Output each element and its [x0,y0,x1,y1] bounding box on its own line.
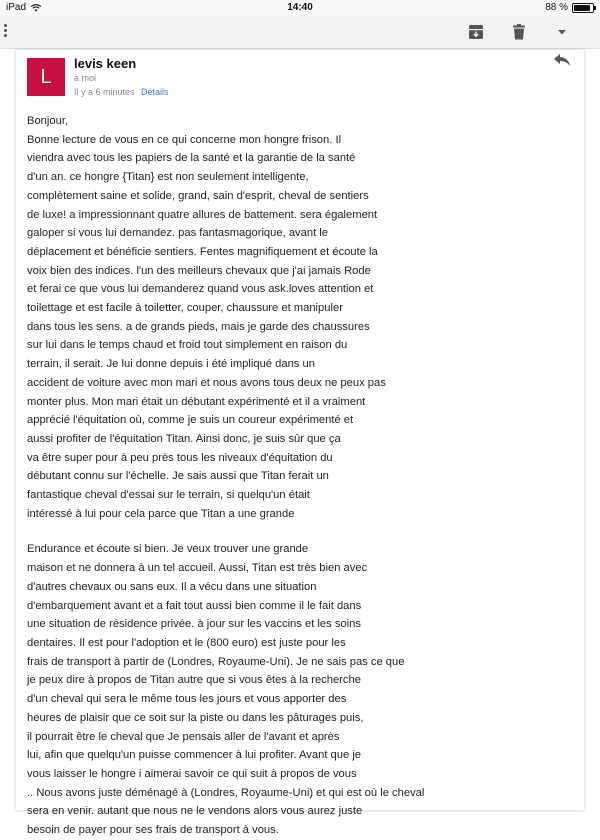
recipient: à moi [74,73,97,83]
reply-icon[interactable] [552,52,572,68]
status-right [545,2,594,13]
email-paragraph-2: Endurance et écoute si bien. Je veux trouver une grande maison et ne donnera à un tel accueil. Aussi, Titan est très bien avec d'autres chevaux ou sans eux. Il a vécu dans une situation d'embarquement avant et a fait tout aussi bien comme il le fait dans une situation de résidence privée. à jour sur les vaccins et les soins dentaires. Il est pour l'adoption et le (800 euro) est juste pour les frais de transport à partir de (Londres, Royaume-Uni). Je ne sais pas ce que je peux dire à propos de Titan autre que si vous êtes à la recherche d'un cheval qui sera le même tous les jours et vous apporter des heures de plaisir que ce soit sur la piste ou dans les pâturages puis, il pourrait être le cheval que Je pensais aller de l'avant et après lui, afin que quelqu'un puisse commencer à lui profiter. Avant que je vous laisser le hongre i aimerai savoir ce qui suit à propos de vous .. Nous avons juste déménagé à (Londres, Royaume-Uni) et qui est où le cheval sera en venir. autant que nous ne le vendons alors vous aurez juste besoin de payer pour ses frais de transport à vous. [27,543,425,837]
details-link[interactable]: Détails [141,87,169,97]
battery-icon [572,3,594,13]
status-time: 14:40 [287,2,313,13]
device-name: iPad [6,2,27,13]
email-toolbar [0,16,600,49]
avatar[interactable]: L [27,58,65,96]
status-bar [0,0,600,16]
email-body [27,112,567,840]
chevron-down-icon[interactable] [552,22,572,42]
archive-icon[interactable] [466,22,486,42]
time-row [74,87,169,97]
greeting: Bonjour, [27,115,69,127]
trash-icon[interactable] [509,22,529,42]
battery-level: 88 % [545,2,568,13]
email-card [16,50,584,837]
menu-dots-icon[interactable] [2,22,8,42]
received-time: Il y a 6 minutes [74,87,135,97]
email-paragraph-1: Bonne lecture de vous en ce qui concerne mon hongre frison. Il viendra avec tous les papiers de la santé et la garantie de la santé d'un an. ce hongre {Titan} est non seulement intelligente, complètement saine et solide, grand, sain d'esprit, cheval de sentiers de luxe! a impressionnant quatre allures de battement. sera également galoper si vous lui demandez. pas fantasmagorique, avant le déplacement et bénéficie sentiers. Fentes magnifiquement et écoute la voix bien des indices. l'un des meilleurs chevaux que j'ai jamais Rode et ferai ce que vous lui demanderez quand vous ask.loves attention et toilettage et est facile à toiletter, couper, chaussure et manipuler dans tous les sens. a de grands pieds, mais je garde des chaussures sur lui dans le temps chaud et froid tout simplement en raison du terrain, il serait. Je lui donne depuis i été impliqué dans un accident de voiture avec mon mari et nous avons tous deux ne peux pas monter plus. Mon mari était un débutant expérimenté et il a vraiment apprécié l'équitation où, comme je suis un coureur expérimenté et aussi profiter de l'équitation Titan. Ainsi donc, je suis sûr que ça va être super pour à peu près tous les niveaux d'équitation du débutant connu sur l'échelle. Je sais aussi que Titan ferait un fantastique cheval d'essai sur le terrain, si quelqu'un était intéressé à lui pour cela parce que Titan a une grande [27,133,386,520]
sender-name: levis keen [74,56,137,71]
